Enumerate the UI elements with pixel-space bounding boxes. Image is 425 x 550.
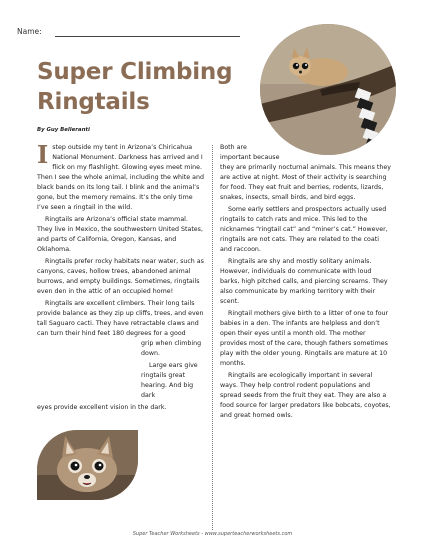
right-paragraph-3: Ringtails are shy and mostly solitary animals. However, individuals do communicate with loud barks, high pitched calls, and piercing screams. They also communicate by marking territory with their scent. — [220, 258, 388, 305]
title-line-2: Ringtails — [37, 89, 150, 115]
right-column — [220, 143, 392, 423]
paragraph-1-text: step outside my tent in Arizona’s Chiricahua National Monument. Darkness has arrived and I flick on my flashlight. Glowing eyes meet mine. Then I see the whole animal, including the white and black bands on its long tail. I blink and the animal’s gone, but the memory remains. It’s the only time I’ve seen a ringtail in the wild. — [37, 144, 204, 211]
paragraph-5-continued: eyes provide excellent vision in the dark. — [37, 404, 167, 411]
dropcap: I — [37, 140, 49, 169]
ringtail-face-photo — [37, 430, 138, 500]
right-paragraph-5: Ringtails are ecologically important in several ways. They help control rodent populations and spread seeds from the fruit they eat. They are also a food source for larger predators like bobcats, coyotes, and great horned owls. — [220, 372, 391, 419]
byline: By Guy Belleranti — [37, 127, 90, 133]
title-line-1: Super Climbing — [37, 59, 233, 85]
right-paragraph-1a: Both are — [220, 144, 247, 151]
right-paragraph-4: Ringtail mothers give birth to a litter of one to four babies in a den. The infants are helpless and don’t open their eyes until a month old. The mother provides most of the care, though fathers sometimes play with the older young. Ringtails are mature at 10 months. — [220, 310, 389, 367]
article-title — [37, 57, 257, 117]
paragraph-3: Ringtails prefer rocky habitats near water, such as canyons, caves, hollow trees, abandoned animal burrows, and empty buildings. Sometimes, ringtails even den in the attic of an occupied home! — [37, 258, 204, 295]
left-column — [37, 140, 204, 415]
footer: Super Teacher Worksheets - www.superteacherworksheets.com — [132, 531, 293, 537]
ringtail-on-branch-photo — [260, 24, 396, 155]
right-paragraph-1c: they are primarily nocturnal animals. This means they are active at night. Most of their activity is searching for food. They eat fruit and berries, rodents, lizards, snakes, insects, small birds, and bird eggs. — [220, 164, 391, 201]
paragraph-5: Large ears give ringtails great hearing. And big dark — [141, 362, 198, 399]
paragraph-4-continued: grip when climbing down. — [141, 340, 202, 357]
right-paragraph-1b: important because — [220, 154, 280, 161]
paragraph-1 — [37, 140, 204, 213]
paragraph-4: Ringtails are excellent climbers. Their long tails provide balance as they zip up cliffs, trees, and even tall Saguaro cacti. They have retractable claws and can turn their hind feet 180 degrees for a good — [37, 300, 204, 337]
paragraph-2: Ringtails are Arizona’s official state mammal. They live in Mexico, the southwestern United States, and parts of California, Oregon, Kansas, and Oklahoma. — [37, 216, 203, 253]
name-input-line[interactable] — [55, 36, 240, 37]
right-paragraph-2: Some early settlers and prospectors actually used ringtails to catch rats and mice. This led to the nicknames “ringtail cat” and “miner’s cat.” However, ringtails are not cats. They are related to the coati and raccoon. — [220, 206, 388, 253]
name-label: Name: — [17, 27, 42, 36]
column-divider — [212, 145, 213, 530]
